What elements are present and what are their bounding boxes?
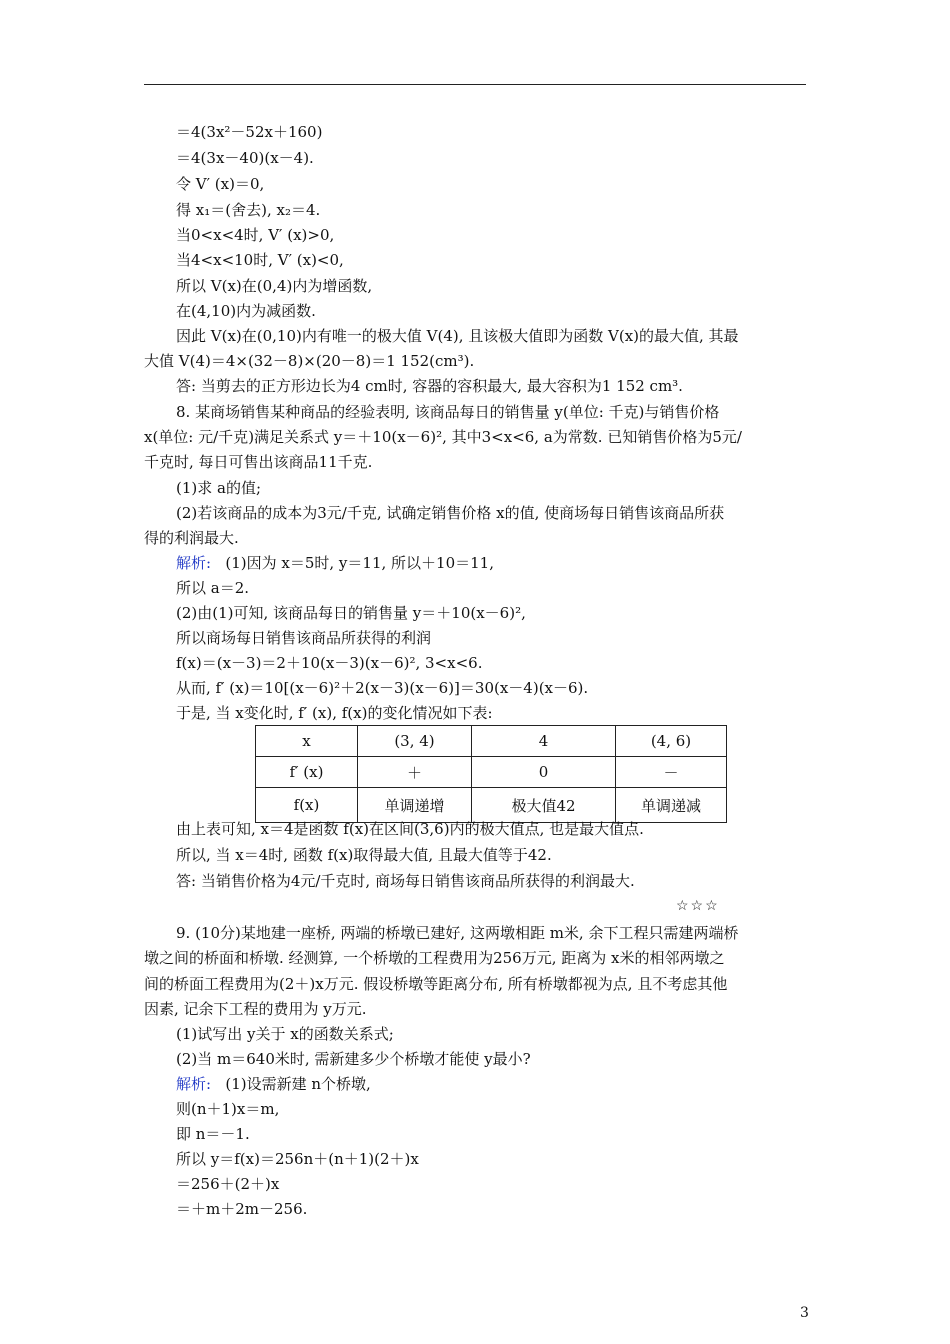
problem-8-text: 8. 某商场销售某种商品的经验表明, 该商品每日的销售量 y(单位: 千克)与销售价格: [176, 403, 720, 421]
table-cell: 0: [472, 757, 616, 788]
table-cell: (3, 4): [358, 726, 472, 757]
page-number: 3: [800, 1305, 809, 1321]
text-line: 所以商场每日销售该商品所获得的利润: [176, 629, 432, 647]
text-line: 因此 V(x)在(0,10)内有唯一的极大值 V(4), 且该极大值即为函数 V(x)的最大值, 其最: [176, 327, 739, 345]
solution-label: 解析:: [176, 554, 212, 572]
text-line: 所以 y＝f(x)＝256n＋(n＋1)(2＋)x: [176, 1150, 419, 1168]
solution-label: 解析:: [176, 1075, 212, 1093]
text-line: 令 V′ (x)＝0,: [176, 175, 265, 193]
problem-9-text: 9. (10分)某地建一座桥, 两端的桥墩已建好, 这两墩相距 m米, 余下工程只需建两端桥: [176, 924, 739, 942]
question-1: (1)试写出 y关于 x的函数关系式;: [176, 1025, 394, 1043]
text-line: 得 x₁＝(舍去), x₂＝4.: [176, 201, 321, 219]
text-line: 于是, 当 x变化时, f′ (x), f(x)的变化情况如下表:: [176, 704, 493, 722]
table-cell: f(x): [256, 788, 358, 823]
header-rule: [144, 84, 806, 85]
problem-8-text: 千克时, 每日可售出该商品11千克.: [144, 453, 373, 471]
text-line: 大值 V(4)＝4×(32－8)×(20－8)＝1 152(cm³).: [144, 352, 475, 370]
text-line: 即 n＝－1.: [176, 1125, 250, 1143]
table-cell: 单调递增: [358, 788, 472, 823]
table-cell: ＋: [358, 757, 472, 788]
table-cell: 极大值42: [472, 788, 616, 823]
table-cell: 4: [472, 726, 616, 757]
problem-9-text: 间的桥面工程费用为(2＋)x万元. 假设桥墩等距离分布, 所有桥墩都视为点, 且不考虑其他: [144, 975, 728, 993]
question-2: (2)若该商品的成本为3元/千克, 试确定销售价格 x的值, 使商场每日销售该商品所获: [176, 504, 725, 522]
text-line: f(x)＝(x－3)＝2＋10(x－3)(x－6)², 3<x<6.: [176, 654, 483, 672]
text-line: 所以 V(x)在(0,4)内为增函数,: [176, 277, 373, 295]
text-line: ＝4(3x－40)(x－4).: [176, 149, 314, 167]
question-1: (1)求 a的值;: [176, 479, 262, 497]
text-line: ＝4(3x²－52x＋160): [176, 123, 323, 141]
table-cell: x: [256, 726, 358, 757]
table-row: [256, 788, 727, 823]
variation-table: [255, 725, 727, 823]
table-cell: －: [616, 757, 727, 788]
text-line: 当4<x<10时, V′ (x)<0,: [176, 251, 344, 269]
text-line: 由上表可知, x＝4是函数 f(x)在区间(3,6)内的极大值点, 也是最大值点.: [176, 820, 644, 838]
text-line: 在(4,10)内为减函数.: [176, 302, 316, 320]
question-2: (2)当 m＝640米时, 需新建多少个桥墩才能使 y最小?: [176, 1050, 531, 1068]
problem-8-text: x(单位: 元/千克)满足关系式 y＝＋10(x－6)², 其中3<x<6, a为常数. 已知销售价格为5元/: [144, 428, 742, 446]
solution-line: [176, 1074, 371, 1094]
solution-text: (1)设需新建 n个桥墩,: [225, 1075, 371, 1093]
text-line: ＝＋m＋2m－256.: [176, 1200, 308, 1218]
text-line: 答: 当销售价格为4元/千克时, 商场每日销售该商品所获得的利润最大.: [176, 872, 635, 890]
table-cell: 单调递减: [616, 788, 727, 823]
table-cell: f′ (x): [256, 757, 358, 788]
problem-9-text: 因素, 记余下工程的费用为 y万元.: [144, 1000, 367, 1018]
table-cell: (4, 6): [616, 726, 727, 757]
text-line: ＝256＋(2＋)x: [176, 1175, 280, 1193]
text-line: 所以, 当 x＝4时, 函数 f(x)取得最大值, 且最大值等于42.: [176, 846, 552, 864]
text-line: 从而, f′ (x)＝10[(x－6)²＋2(x－3)(x－6)]＝30(x－4)(x－6).: [176, 679, 589, 697]
table-row: [256, 757, 727, 788]
text-line: 则(n＋1)x＝m,: [176, 1100, 280, 1118]
problem-9-text: 墩之间的桥面和桥墩. 经测算, 一个桥墩的工程费用为256万元, 距离为 x米的相邻两墩之: [144, 949, 725, 967]
question-2: 得的利润最大.: [144, 529, 239, 547]
text-line: 答: 当剪去的正方形边长为4 cm时, 容器的容积最大, 最大容积为1 152 cm³.: [176, 377, 683, 395]
solution-line: [176, 553, 494, 573]
text-line: 当0<x<4时, V′ (x)>0,: [176, 226, 335, 244]
solution-text: (1)因为 x＝5时, y＝11, 所以＋10＝11,: [225, 554, 494, 572]
section-stars: ☆☆☆: [676, 898, 720, 914]
table-row: [256, 726, 727, 757]
text-line: (2)由(1)可知, 该商品每日的销售量 y＝＋10(x－6)²,: [176, 604, 526, 622]
text-line: 所以 a＝2.: [176, 579, 250, 597]
